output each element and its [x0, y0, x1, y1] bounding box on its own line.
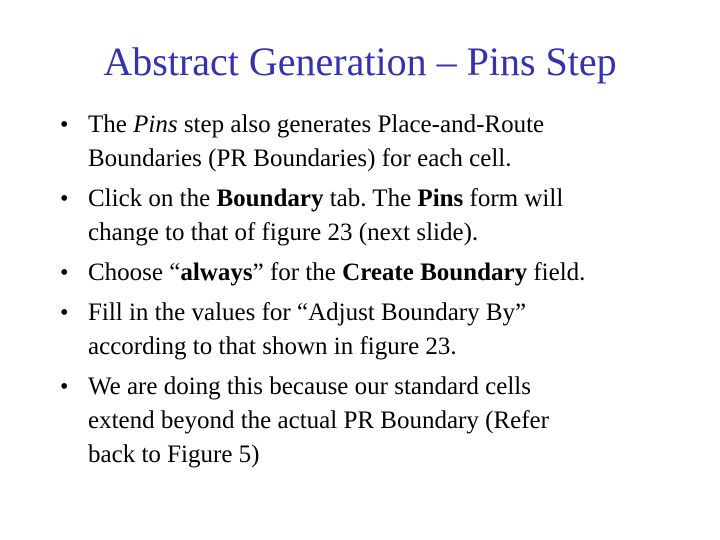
text-segment: The — [88, 111, 134, 138]
bullet-point-icon: • — [60, 300, 69, 326]
bold-text: Pins — [417, 185, 464, 212]
bullet-line — [88, 404, 700, 438]
bullet-line — [88, 296, 700, 330]
bold-text: Boundary — [216, 185, 324, 212]
bullet-item — [60, 256, 700, 290]
bullet-line — [88, 256, 700, 290]
text-segment: change to that of figure 23 (next slide). — [88, 219, 479, 246]
text-segment: extend beyond the actual PR Boundary (Refer — [88, 407, 549, 434]
bullet-list — [60, 108, 700, 478]
bullet-line — [88, 142, 700, 176]
text-segment: ” for the — [252, 259, 343, 286]
bullet-item — [60, 108, 700, 176]
bullet-line — [88, 216, 700, 250]
bullet-line — [88, 370, 700, 404]
text-segment: back to Figure 5) — [88, 441, 260, 468]
bold-text: always — [180, 259, 253, 286]
text-segment: Fill in the values for “Adjust Boundary By” — [88, 299, 527, 326]
text-segment: tab. The — [323, 185, 418, 212]
slide-title: Abstract Generation – Pins Step — [103, 39, 617, 84]
text-segment: step also generates Place-and-Route — [177, 111, 545, 138]
bullet-item — [60, 182, 700, 250]
bullet-point-icon: • — [60, 374, 69, 400]
text-segment: Choose “ — [88, 259, 181, 286]
bullet-item — [60, 370, 700, 472]
bullet-point-icon: • — [60, 112, 69, 138]
bullet-point-icon: • — [60, 186, 69, 212]
bullet-line — [88, 330, 700, 364]
text-segment: Boundaries (PR Boundaries) for each cell. — [88, 145, 512, 172]
text-segment: field. — [527, 259, 586, 286]
italic-text: Pins — [133, 111, 178, 138]
bold-text: Create Boundary — [342, 259, 528, 286]
text-segment: We are doing this because our standard cells — [88, 373, 531, 400]
text-segment: according to that shown in figure 23. — [88, 333, 457, 360]
bullet-line — [88, 182, 700, 216]
bullet-line — [88, 438, 700, 472]
text-segment: Click on the — [88, 185, 217, 212]
text-segment: form will — [463, 185, 564, 212]
bullet-item — [60, 296, 700, 364]
bullet-point-icon: • — [60, 260, 69, 286]
bullet-line — [88, 108, 700, 142]
